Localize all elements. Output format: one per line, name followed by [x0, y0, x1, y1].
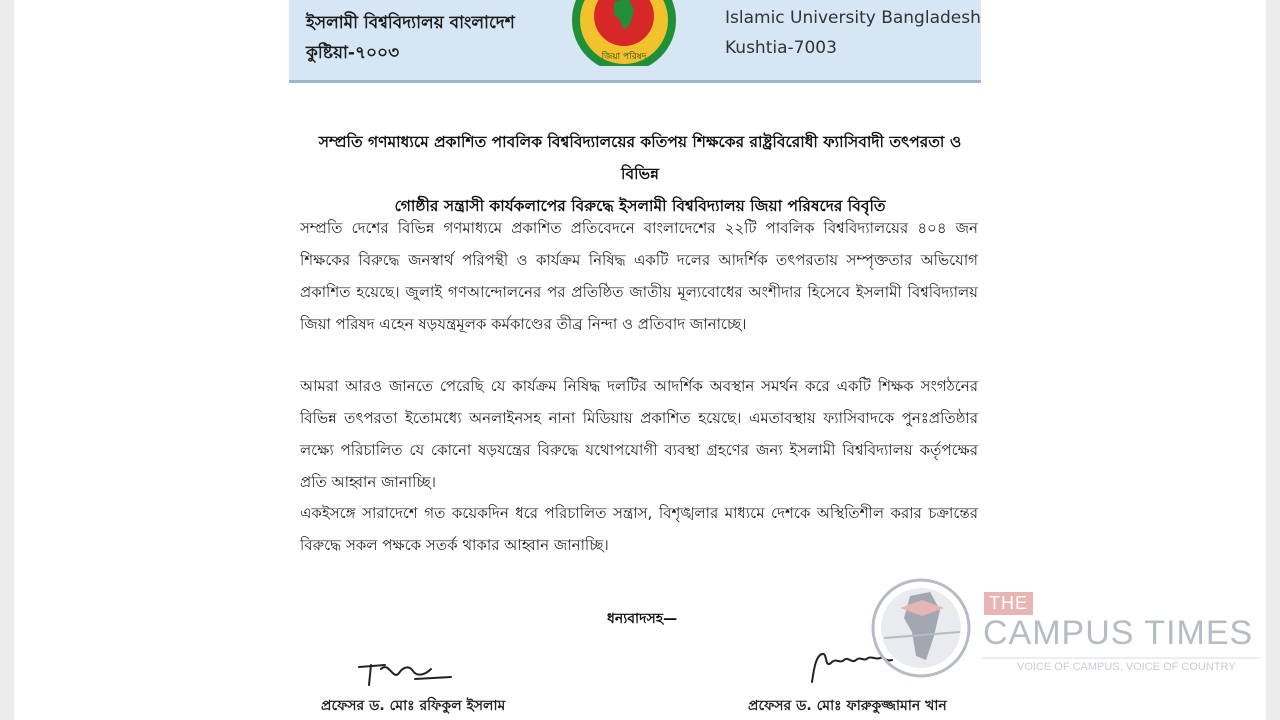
letterhead-english-name: Islamic University Bangladesh	[725, 8, 981, 28]
paragraph-2: আমরা আরও জানতে পেরেছি যে কার্যক্রম নিষিদ্ধ দলটির আদর্শিক অবস্থান সমর্থন করে একটি শিক্ষক সংগঠনের বিভিন্ন তৎপরতা ইতোমধ্যে অনলাইনসহ নানা মিডিয়ায় প্রকাশিত হয়েছে। এমতাবস্থায় ফ্যাসিবাদকে পুনঃপ্রতিষ্ঠার লক্ষ্যে পরিচালিত যে কোনো ষড়যন্ত্রের বিরুদ্ধে যথোপযোগী ব্যবস্থা গ্রহণের জন্য ইসলামী বিশ্ববিদ্যালয় কর্তৃপক্ষের প্রতি আহ্বান জানাচ্ছি।	[300, 377, 978, 491]
closing-salutation: ধন্যবাদসহ—	[607, 611, 678, 627]
paragraph-3: একইসঙ্গে সারাদেশে গত কয়েকদিন ধরে পরিচালিত সন্ত্রাস, বিশৃঙ্খলার মাধ্যমে দেশকে অস্থিতিশীল করার চক্রান্তের বিরুদ্ধে সকল পক্ষকে সতর্ক থাকার আহ্বান জানাচ্ছি।	[300, 504, 978, 554]
statement-title-line-2: গোষ্ঠীর সন্ত্রাসী কার্যকলাপের বিরুদ্ধে ইসলামী বিশ্ববিদ্যালয় জিয়া পরিষদের বিবৃতি	[394, 197, 886, 215]
watermark-the-label: THE	[984, 592, 1033, 615]
statement-title	[300, 126, 980, 222]
letterhead-bangla-city: কুষ্টিয়া-৭০০৩	[306, 43, 400, 63]
statement-title-line-1: সম্প্রতি গণমাধ্যমে প্রকাশিত পাবলিক বিশ্ববিদ্যালয়ের কতিপয় শিক্ষকের রাষ্ট্রবিরোধী ফ্যাসিবাদী তৎপরতা ও বিভিন্ন	[318, 133, 962, 183]
letterhead-english-city: Kushtia-7003	[725, 38, 837, 58]
signatory-left-name: প্রফেসর ড. মোঃ রফিকুল ইসলাম	[321, 698, 506, 714]
svg-text:জিয়া পরিষদ: জিয়া পরিষদ	[601, 52, 647, 62]
paragraph-1: সম্প্রতি দেশের বিভিন্ন গণমাধ্যমে প্রকাশিত প্রতিবেদনে বাংলাদেশের ২২টি পাবলিক বিশ্ববিদ্যালয়ের ৪০৪ জন শিক্ষকের বিরুদ্ধে জনস্বার্থ পরিপন্থী ও কার্যক্রম নিষিদ্ধ একটি দলের আদর্শিক তৎপরতায় সম্পৃক্ততার অভিযোগ প্রকাশিত হয়েছে। জুলাই গণআন্দোলনের পর প্রতিষ্ঠিত জাতীয় মূল্যবোধের অংশীদার হিসেবে ইসলামী বিশ্ববিদ্যালয় জিয়া পরিষদ এহেন ষড়যন্ত্রমূলক কর্মকাণ্ডের তীব্র নিন্দা ও প্রতিবাদ জানাচ্ছে।	[300, 219, 978, 333]
zia-parishad-logo	[568, 0, 680, 66]
watermark-tagline: VOICE OF CAMPUS, VOICE OF COUNTRY	[1017, 661, 1236, 673]
signatory-right-name: প্রফেসর ড. মোঃ ফারুকুজ্জামান খান	[748, 698, 947, 714]
signature-left	[355, 655, 455, 689]
watermark-title: CAMPUS TIMES	[983, 614, 1254, 652]
letterhead-bangla-name: ইসলামী বিশ্ববিদ্যালয় বাংলাদেশ	[306, 13, 515, 33]
